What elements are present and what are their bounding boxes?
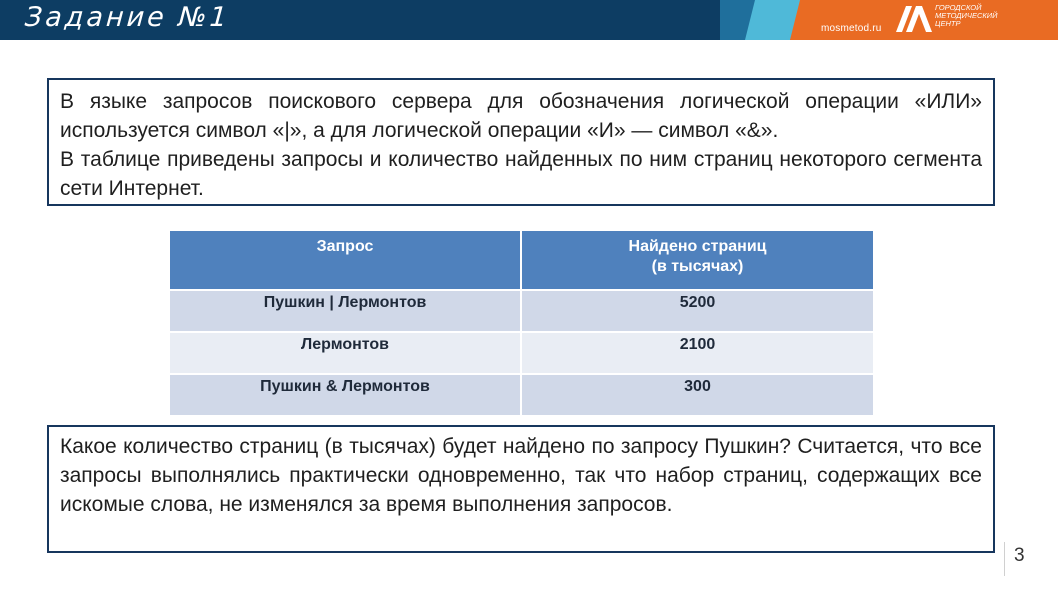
found-cell: 5200 <box>521 290 874 332</box>
header-found-line1: Найдено страниц <box>628 238 767 255</box>
page-divider <box>1004 542 1005 576</box>
query-cell: Пушкин | Лермонтов <box>169 290 521 332</box>
query-table <box>168 229 875 417</box>
page-number: 3 <box>1014 545 1025 566</box>
header-query: Запрос <box>169 230 521 290</box>
logo-text: ГОРОДСКОЙ МЕТОДИЧЕСКИЙ ЦЕНТР <box>935 3 998 28</box>
table-header-row <box>169 230 874 290</box>
task-intro-box <box>47 78 995 206</box>
table-row <box>169 290 874 332</box>
question-box <box>47 425 995 553</box>
page-title: Задание №1 <box>23 2 231 33</box>
table-row <box>169 374 874 416</box>
logo-icon <box>896 6 932 32</box>
query-cell: Пушкин & Лермонтов <box>169 374 521 416</box>
query-cell: Лермонтов <box>169 332 521 374</box>
site-url: mosmetod.ru <box>821 23 882 34</box>
intro-paragraph-2: В таблице приведены запросы и количество найденных по ним страниц некоторого сегмента сети Интернет. <box>60 148 982 200</box>
table-row <box>169 332 874 374</box>
header-found-line2: (в тысячах) <box>651 258 744 275</box>
found-cell: 300 <box>521 374 874 416</box>
question-text: Какое количество страниц (в тысячах) будет найдено по запросу Пушкин? Считается, что все запросы выполнялись практически одновременно, так что набор страниц, содержащих все искомые слова, не изменялся за время выполнения запросов. <box>60 435 982 516</box>
intro-paragraph-1: В языке запросов поискового сервера для обозначения логической операции «ИЛИ» используется символ «|», а для логической операции «И» — символ «&». <box>60 90 982 142</box>
header-banner <box>0 0 1058 40</box>
found-cell: 2100 <box>521 332 874 374</box>
header-found <box>521 230 874 290</box>
